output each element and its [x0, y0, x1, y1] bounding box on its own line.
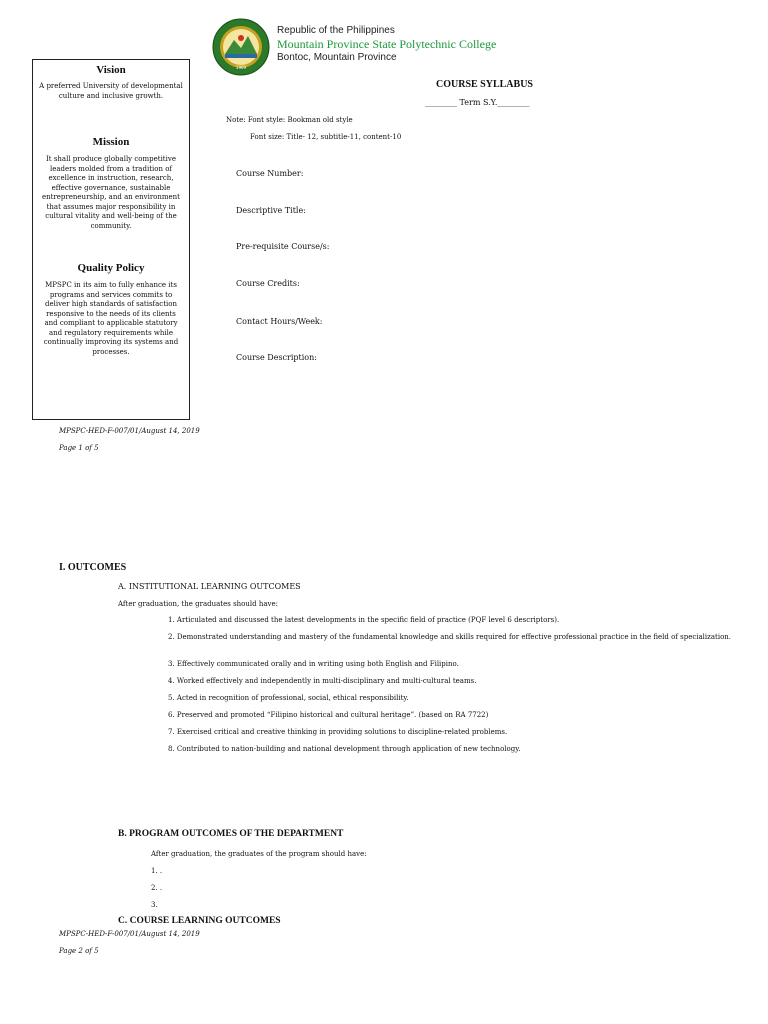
- ilo-item: 8. Contributed to nation-building and national development through application of new technology.: [168, 745, 521, 753]
- ilo-item: 3. Effectively communicated orally and in writing using both English and Filipino.: [168, 660, 459, 668]
- ilo-item: 4. Worked effectively and independently in multi-disciplinary and multi-cultural teams.: [168, 677, 477, 685]
- syllabus-title: COURSE SYLLABUS: [436, 79, 533, 90]
- field-descriptive-title: Descriptive Title:: [236, 206, 306, 215]
- font-style-note: Note: Font style: Bookman old style: [226, 116, 353, 124]
- ilo-item: 2. Demonstrated understanding and mastery of the fundamental knowledge and skills required for effective professional practice in the field of specialization.: [168, 633, 732, 641]
- field-course-description: Course Description:: [236, 353, 317, 362]
- mission-text: It shall produce globally competitive leaders molded from a tradition of excellence in instruction, research, effective governance, sustainable entrepreneurship, and an environment that assumes major responsibility in cultural vitality and well-being of the community.: [41, 155, 180, 230]
- po-heading: B. PROGRAM OUTCOMES OF THE DEPARTMENT: [118, 829, 344, 839]
- college-header: [277, 24, 496, 64]
- vision-text: A preferred University of developmental culture and inclusive growth.: [39, 82, 183, 100]
- po-item: 2. .: [151, 884, 163, 892]
- college-seal-logo: [212, 18, 270, 76]
- quality-policy-text: MPSPC in its aim to fully enhance its programs and services commits to deliver high standards of satisfaction responsive to the needs of its clients and compliant to applicable statutory and regulatory requirements while continually improving its systems and processes.: [43, 281, 179, 356]
- ilo-item: 6. Preserved and promoted “Filipino historical and cultural heritage”. (based on RA 7722): [168, 711, 489, 719]
- footer-page2: Page 2 of 5: [59, 947, 99, 955]
- ilo-item: 5. Acted in recognition of professional, social, ethical responsibility.: [168, 694, 409, 702]
- po-intro: After graduation, the graduates of the program should have:: [151, 850, 367, 858]
- footer-page1: Page 1 of 5: [59, 444, 99, 452]
- po-item: 3.: [151, 901, 158, 909]
- vision-title: Vision: [96, 64, 126, 76]
- footer-code-page1: MPSPC-HED-F-007/01/August 14, 2019: [59, 427, 200, 435]
- ilo-intro: After graduation, the graduates should have:: [118, 600, 278, 608]
- outcomes-heading: I. OUTCOMES: [59, 562, 127, 573]
- footer-code-page2: MPSPC-HED-F-007/01/August 14, 2019: [59, 930, 200, 938]
- field-course-credits: Course Credits:: [236, 279, 300, 288]
- vision-mission-box: [32, 59, 190, 420]
- clo-heading: C. COURSE LEARNING OUTCOMES: [118, 916, 281, 926]
- field-prerequisite: Pre-requisite Course/s:: [236, 242, 330, 251]
- term-line: ________ Term S.Y.________: [425, 98, 530, 107]
- ilo-item: 1. Articulated and discussed the latest developments in the specific field of practice (PQF level 6 descriptors).: [168, 616, 560, 624]
- college-location: Bontoc, Mountain Province: [277, 52, 397, 63]
- po-item: 1. .: [151, 867, 163, 875]
- ilo-item: 7. Exercised critical and creative thinking in providing solutions to discipline-related problems.: [168, 728, 508, 736]
- field-course-number: Course Number:: [236, 169, 304, 178]
- ilo-heading: A. INSTITUTIONAL LEARNING OUTCOMES: [118, 582, 301, 591]
- quality-policy-title: Quality Policy: [77, 262, 145, 274]
- font-size-note: Font size: Title- 12, subtitle-11, content-10: [250, 133, 402, 141]
- seal-year: 1969: [235, 65, 247, 70]
- college-name: Mountain Province State Polytechnic College: [277, 37, 497, 51]
- field-contact-hours: Contact Hours/Week:: [236, 317, 323, 326]
- mission-title: Mission: [92, 136, 130, 148]
- republic-line: Republic of the Philippines: [277, 25, 395, 36]
